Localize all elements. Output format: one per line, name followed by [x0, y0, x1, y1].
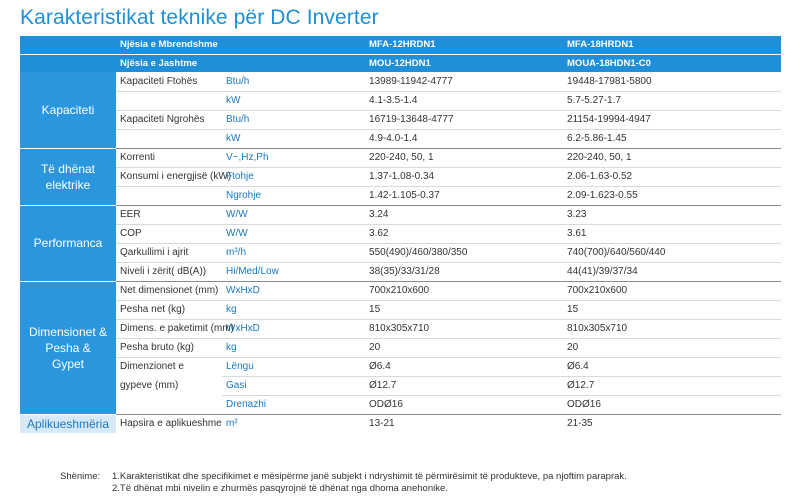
table-row	[20, 91, 781, 110]
header-corner	[20, 36, 116, 54]
value-model2: 810x305x710	[563, 319, 781, 338]
row-unit: kW	[222, 91, 365, 110]
value-model1: ODØ16	[365, 395, 563, 414]
value-model1: 3.62	[365, 224, 563, 243]
row-label	[116, 186, 222, 205]
value-model1: 13989-11942-4777	[365, 72, 563, 91]
row-label: gypeve (mm)	[120, 380, 179, 391]
notes	[60, 471, 627, 495]
value-model1: 38(35)/33/31/28	[365, 262, 563, 281]
value-model2: 21-35	[567, 418, 593, 430]
table-row	[20, 167, 781, 186]
value-model2: 20	[563, 338, 781, 357]
row-label: COP	[116, 224, 222, 243]
note-text: 2.Të dhënat mbi nivelin e zhurmës pasqyrojnë të dhënat nga dhoma anehonike.	[112, 483, 448, 494]
row-unit: Drenazhi	[222, 395, 365, 414]
row-unit: kg	[222, 338, 365, 357]
table-row	[20, 262, 781, 281]
notes-heading: Shënime:	[60, 471, 101, 482]
value-model2: 19448-17981-5800	[563, 72, 781, 91]
value-model1: 810x305x710	[365, 319, 563, 338]
value-model1: 4.1-3.5-1.4	[365, 91, 563, 110]
row-label: Qarkullimi i ajrit	[116, 243, 222, 262]
value-model1: 16719-13648-4777	[365, 110, 563, 129]
note-line	[60, 471, 627, 483]
row-label	[116, 129, 222, 148]
value-model1: 1.42-1.105-0.37	[365, 186, 563, 205]
table-row	[20, 338, 781, 357]
value-model1: 220-240, 50, 1	[365, 148, 563, 167]
table-row	[20, 300, 781, 319]
section-dimensionet: Dimensionet & Pesha & Gypet	[20, 281, 116, 414]
model1-indoor: MFA-12HRDN1	[365, 36, 563, 54]
table-row	[20, 357, 781, 376]
value-model1: 20	[365, 338, 563, 357]
row-label: Hapsira e aplikueshme	[120, 418, 222, 430]
value-model2: 740(700)/640/560/440	[563, 243, 781, 262]
table-row	[20, 205, 781, 224]
value-model2: ODØ16	[563, 395, 781, 414]
value-model1: 4.9-4.0-1.4	[365, 129, 563, 148]
table-row	[20, 376, 781, 395]
value-model2: 2.09-1.623-0.55	[563, 186, 781, 205]
value-model2: 700x210x600	[563, 281, 781, 300]
row-unit: Ngrohje	[222, 186, 365, 205]
page-title: Karakteristikat teknike për DC Inverter	[20, 6, 379, 29]
value-model2: 44(41)/39/37/34	[563, 262, 781, 281]
row-unit: kg	[222, 300, 365, 319]
table-row	[20, 110, 781, 129]
row-unit: WxHxD	[222, 319, 365, 338]
value-model1: 700x210x600	[365, 281, 563, 300]
value-model2: 21154-19994-4947	[563, 110, 781, 129]
value-model1: 13-21	[369, 418, 395, 430]
row-label: Dimens. e paketimit (mm)	[116, 319, 222, 338]
table-row	[20, 243, 781, 262]
table-row	[20, 224, 781, 243]
row-unit: Hi/Med/Low	[222, 262, 365, 281]
section-performanca: Performanca	[20, 205, 116, 281]
model2-indoor: MFA-18HRDN1	[563, 36, 781, 54]
value-model2: Ø6.4	[563, 357, 781, 376]
value-model1: 550(490)/460/380/350	[365, 243, 563, 262]
table-row	[20, 319, 781, 338]
row-label	[116, 395, 222, 414]
table-row	[20, 281, 781, 300]
value-model2: 3.61	[563, 224, 781, 243]
value-model2: Ø12.7	[563, 376, 781, 395]
model1-outdoor: MOU-12HDN1	[365, 54, 563, 72]
section-kapaciteti: Kapaciteti	[20, 72, 116, 148]
row-label: EER	[116, 205, 222, 224]
row-unit: Lëngu	[222, 357, 365, 376]
table-row	[20, 395, 781, 414]
value-model1: Ø6.4	[365, 357, 563, 376]
row-label: Pesha bruto (kg)	[116, 338, 222, 357]
row-label: Korrenti	[116, 148, 222, 167]
table-row	[20, 129, 781, 148]
outdoor-unit-label: Njësia e Jashtme	[116, 54, 365, 72]
row-unit: kW	[222, 129, 365, 148]
spec-table	[20, 36, 781, 433]
value-model1: 3.24	[365, 205, 563, 224]
row-unit: W/W	[222, 224, 365, 243]
value-model2: 5.7-5.27-1.7	[563, 91, 781, 110]
row-unit: m²	[226, 418, 238, 430]
notes-heading-spacer	[60, 483, 112, 495]
header-corner	[20, 54, 116, 72]
value-model2: 3.23	[563, 205, 781, 224]
value-model1: 1.37-1.08-0.34	[365, 167, 563, 186]
row-unit: WxHxD	[222, 281, 365, 300]
header-row-outdoor	[20, 54, 781, 72]
row-unit: Ftohje	[222, 167, 365, 186]
row-label	[116, 91, 222, 110]
section-aplikueshmeria: Aplikueshmëria	[20, 414, 116, 433]
value-model1: 15	[365, 300, 563, 319]
row-label: Kapaciteti Ngrohës	[116, 110, 222, 129]
row-label: Konsumi i energjisë (kW)	[116, 167, 222, 186]
section-elektrike: Të dhënat elektrike	[20, 148, 116, 205]
value-model1: Ø12.7	[365, 376, 563, 395]
row-label: Pesha net (kg)	[116, 300, 222, 319]
note-line	[60, 483, 627, 495]
table-row	[20, 72, 781, 91]
value-model2: 220-240, 50, 1	[563, 148, 781, 167]
row-unit: W/W	[222, 205, 365, 224]
indoor-unit-label: Njësia e Mbrendshme	[116, 36, 365, 54]
row-label: Dimenzionet e	[120, 361, 184, 373]
row-unit: m³/h	[222, 243, 365, 262]
model2-outdoor: MOUA-18HDN1-C0	[563, 54, 781, 72]
table-row	[20, 186, 781, 205]
row-label: Net dimensionet (mm)	[116, 281, 222, 300]
row-unit: Gasi	[222, 376, 365, 395]
table-row	[20, 148, 781, 167]
row-unit: Btu/h	[222, 110, 365, 129]
row-label: Kapaciteti Ftohës	[116, 72, 222, 91]
value-model2: 15	[563, 300, 781, 319]
value-model2: 6.2-5.86-1.45	[563, 129, 781, 148]
value-model2: 2.06-1.63-0.52	[563, 167, 781, 186]
row-label: Niveli i zërit( dB(A))	[116, 262, 222, 281]
row-unit: Btu/h	[222, 72, 365, 91]
note-text: 1.Karakteristikat dhe specifikimet e mësipërme janë subjekt i ndryshimit të përmirësimit të produkteve, pa njoftim paraprak.	[112, 471, 627, 482]
header-row-indoor	[20, 36, 781, 54]
row-unit: V~,Hz,Ph	[222, 148, 365, 167]
table-row	[20, 414, 781, 433]
